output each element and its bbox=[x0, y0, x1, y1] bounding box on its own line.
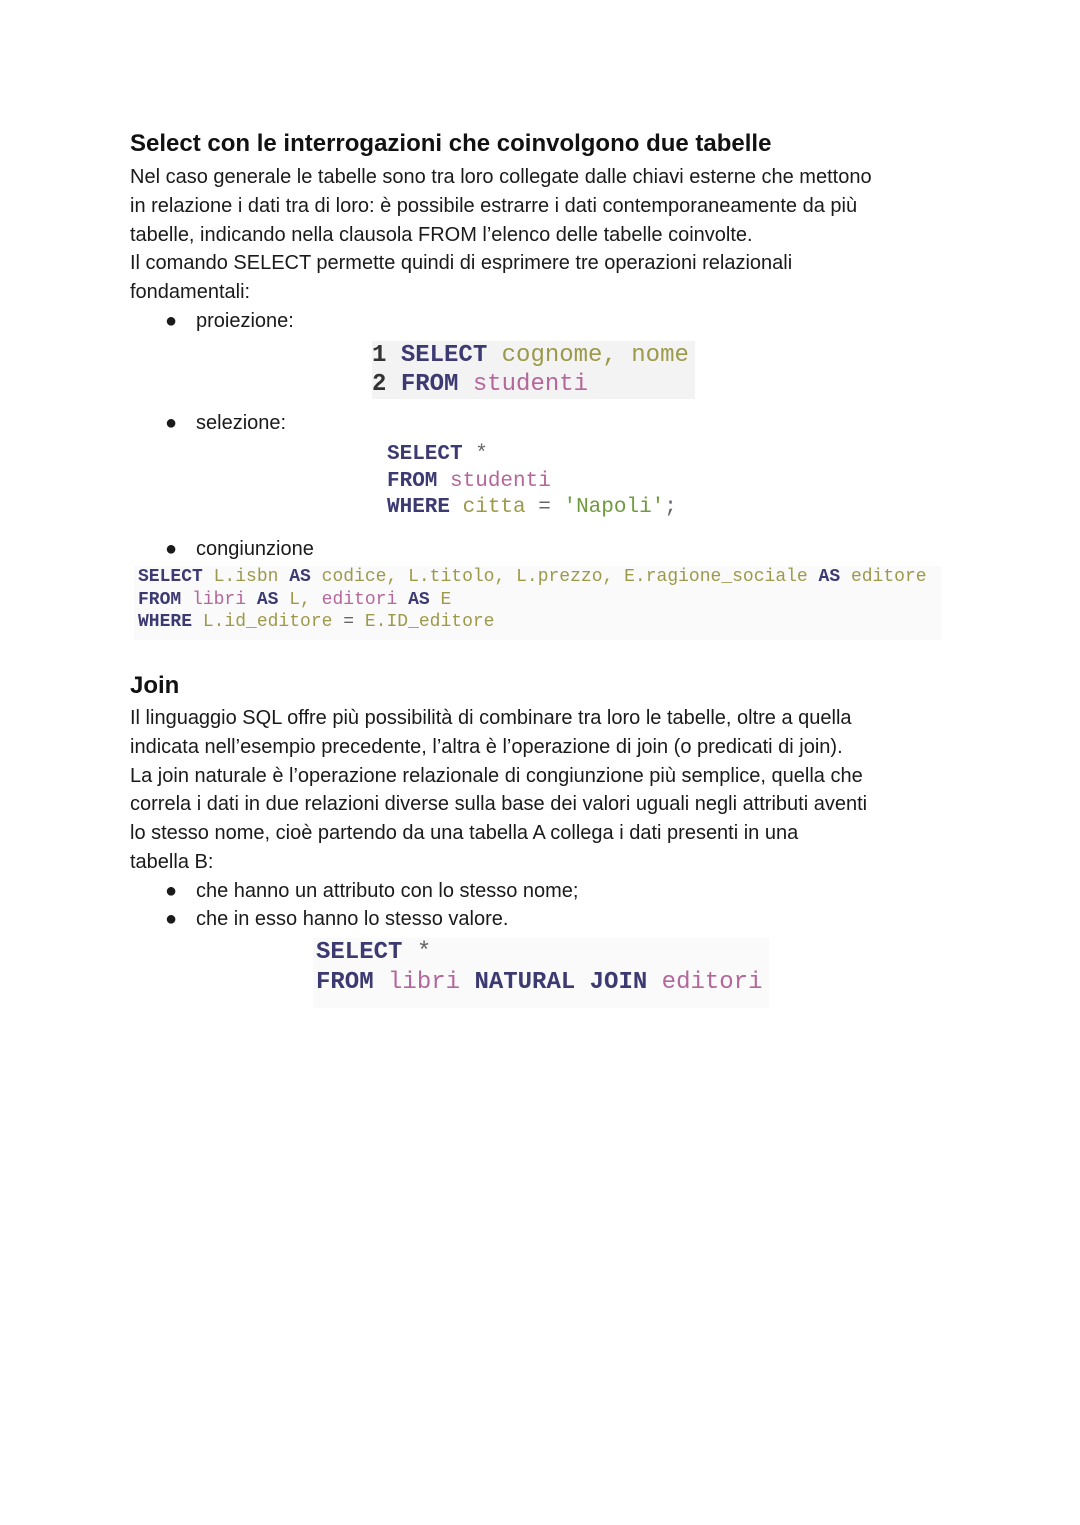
code-token: codice, L.titolo, L.prezzo, E.ragione_sociale bbox=[321, 567, 819, 587]
bullet-icon: ● bbox=[165, 412, 178, 434]
text-line: indicata nell’esempio precedente, l’altra è l’operazione di join (o predicati di join). bbox=[130, 735, 843, 758]
section1-paragraph bbox=[130, 163, 960, 307]
bullet-label: proiezione: bbox=[196, 310, 294, 332]
bullet-icon: ● bbox=[165, 880, 178, 902]
code-token: L, bbox=[289, 589, 322, 610]
text-line: in relazione i dati tra di loro: è possibile estrarre i dati contemporaneamente da più bbox=[130, 194, 858, 217]
code-token: AS bbox=[256, 589, 290, 610]
section-title-select: Select con le interrogazioni che coinvolgono due tabelle bbox=[130, 130, 772, 157]
code-line bbox=[138, 566, 927, 589]
code-selection bbox=[387, 442, 677, 522]
code-line bbox=[316, 968, 763, 998]
code-line bbox=[387, 495, 677, 522]
code-conjunction bbox=[134, 566, 941, 640]
bullet-label: selezione: bbox=[196, 412, 287, 434]
text-line: tabelle, indicando nella clausola FROM l’elenco delle tabelle coinvolte. bbox=[130, 223, 753, 246]
code-natural-join bbox=[313, 938, 769, 1008]
text-line: correla i dati in due relazioni diverse sulla base dei valori uguali negli attributi aventi bbox=[130, 793, 868, 816]
code-token: = bbox=[538, 496, 564, 519]
bullet-item bbox=[165, 307, 294, 336]
code-projection bbox=[372, 341, 695, 399]
code-token: E.ID_editore bbox=[364, 612, 495, 632]
code-token: AS bbox=[289, 567, 322, 587]
bullet-label: congiunzione bbox=[196, 538, 314, 560]
code-token: L.isbn bbox=[213, 567, 290, 587]
code-line bbox=[387, 442, 677, 469]
code-token: E bbox=[440, 589, 452, 610]
code-token: studenti bbox=[450, 469, 551, 493]
code-token: AS bbox=[818, 567, 851, 587]
code-line bbox=[372, 341, 689, 370]
code-token: SELECT bbox=[387, 443, 476, 466]
code-token: libri bbox=[192, 589, 257, 610]
code-token: * bbox=[475, 443, 488, 466]
code-token: 'Napoli' bbox=[563, 496, 665, 519]
code-token: WHERE bbox=[387, 496, 463, 519]
code-token: editori bbox=[661, 969, 763, 996]
code-token: SELECT bbox=[316, 939, 417, 966]
code-token: editore bbox=[850, 567, 927, 587]
section2-paragraph bbox=[130, 704, 960, 877]
text-line: Il comando SELECT permette quindi di esprimere tre operazioni relazionali bbox=[130, 252, 793, 275]
text-line: La join naturale è l’operazione relazionale di congiunzione più semplice, quella che bbox=[130, 764, 863, 787]
code-token: = bbox=[343, 612, 365, 632]
code-token: editori bbox=[321, 589, 409, 610]
code-token: libri bbox=[388, 969, 475, 996]
code-token: cognome, nome bbox=[501, 342, 689, 369]
bullet-icon: ● bbox=[165, 908, 178, 930]
code-line bbox=[387, 469, 677, 496]
code-token: ; bbox=[664, 496, 677, 519]
code-token: FROM bbox=[316, 969, 389, 996]
text-line: lo stesso nome, cioè partendo da una tabella A collega i dati presenti in una bbox=[130, 822, 799, 845]
bullet-icon: ● bbox=[165, 310, 178, 332]
bullet-label: che in esso hanno lo stesso valore. bbox=[196, 908, 509, 930]
code-token: SELECT bbox=[138, 567, 214, 587]
code-token: L.id_editore bbox=[202, 612, 344, 632]
code-token: 2 bbox=[372, 371, 401, 398]
bullet-item bbox=[165, 905, 508, 934]
text-line: Nel caso generale le tabelle sono tra loro collegate dalle chiavi esterne che mettono bbox=[130, 166, 872, 188]
bullet-item bbox=[165, 877, 578, 906]
code-token: 1 bbox=[372, 342, 401, 369]
bullet-label: che hanno un attributo con lo stesso nome; bbox=[196, 880, 579, 902]
code-line bbox=[138, 589, 927, 612]
code-token: FROM bbox=[400, 371, 473, 398]
code-token: FROM bbox=[138, 589, 193, 610]
text-line: tabella B: bbox=[130, 850, 214, 873]
code-token: FROM bbox=[387, 469, 451, 493]
text-line: Il linguaggio SQL offre più possibilità di combinare tra loro le tabelle, oltre a quella bbox=[130, 707, 852, 729]
code-token: citta bbox=[462, 496, 539, 519]
bullet-item bbox=[165, 535, 314, 564]
section-title-join: Join bbox=[130, 672, 180, 699]
bullet-icon: ● bbox=[165, 538, 178, 560]
code-line bbox=[372, 370, 689, 399]
code-token: studenti bbox=[472, 371, 589, 398]
bullet-item bbox=[165, 409, 286, 438]
code-line bbox=[138, 611, 927, 634]
code-token: SELECT bbox=[400, 342, 502, 369]
code-token: AS bbox=[408, 589, 441, 610]
code-token: * bbox=[416, 939, 432, 966]
code-line bbox=[316, 938, 763, 968]
code-token: NATURAL JOIN bbox=[474, 969, 662, 996]
text-line: fondamentali: bbox=[130, 281, 251, 304]
code-token: WHERE bbox=[138, 612, 203, 632]
